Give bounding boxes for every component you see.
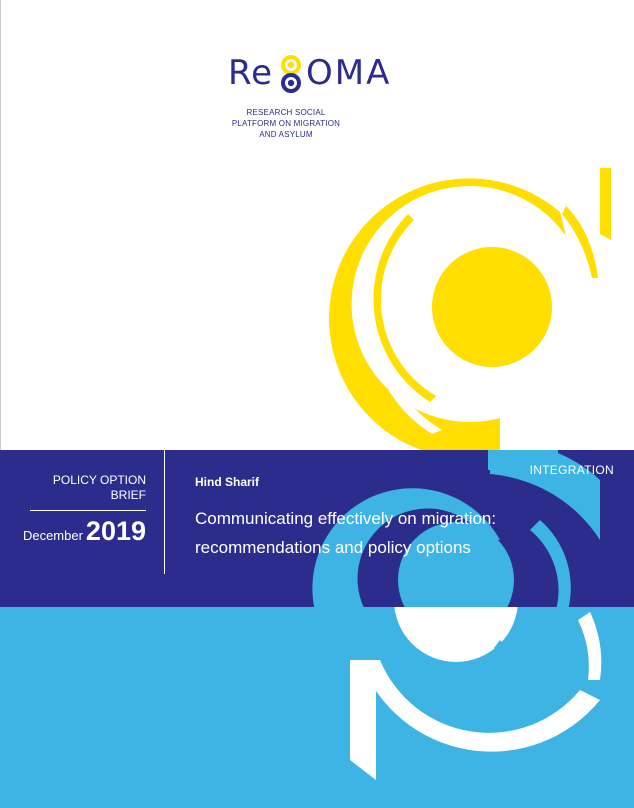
- vertical-divider: [164, 450, 165, 574]
- date-year: 2019: [85, 516, 146, 546]
- date-month: December: [22, 528, 83, 543]
- tagline-line: PLATFORM ON MIGRATION: [231, 119, 341, 128]
- logo-s-icon: [278, 54, 304, 94]
- series-label: [16, 473, 146, 503]
- series-label-line: BRIEF: [110, 488, 146, 502]
- logo-tagline: [230, 107, 342, 140]
- tagline-line: RESEARCH SOCIAL: [246, 108, 326, 117]
- publication-date: [0, 516, 146, 547]
- light-blue-band: [0, 607, 634, 808]
- label-rule: [30, 510, 146, 511]
- resoma-logo: [228, 50, 406, 96]
- logo-word-prefix: Re: [228, 53, 274, 93]
- series-label-line: POLICY OPTION: [52, 473, 146, 487]
- tagline-line: AND ASYLUM: [259, 130, 313, 139]
- title-line: recommendations and policy options: [195, 538, 471, 557]
- category-label: INTEGRATION: [529, 463, 614, 477]
- title-line: Communicating effectively on migration:: [195, 509, 497, 528]
- brief-title: [195, 504, 575, 562]
- yellow-s-shape: [329, 168, 611, 458]
- logo-word-suffix: OMA: [306, 53, 392, 93]
- author-name: Hind Sharif: [195, 475, 260, 489]
